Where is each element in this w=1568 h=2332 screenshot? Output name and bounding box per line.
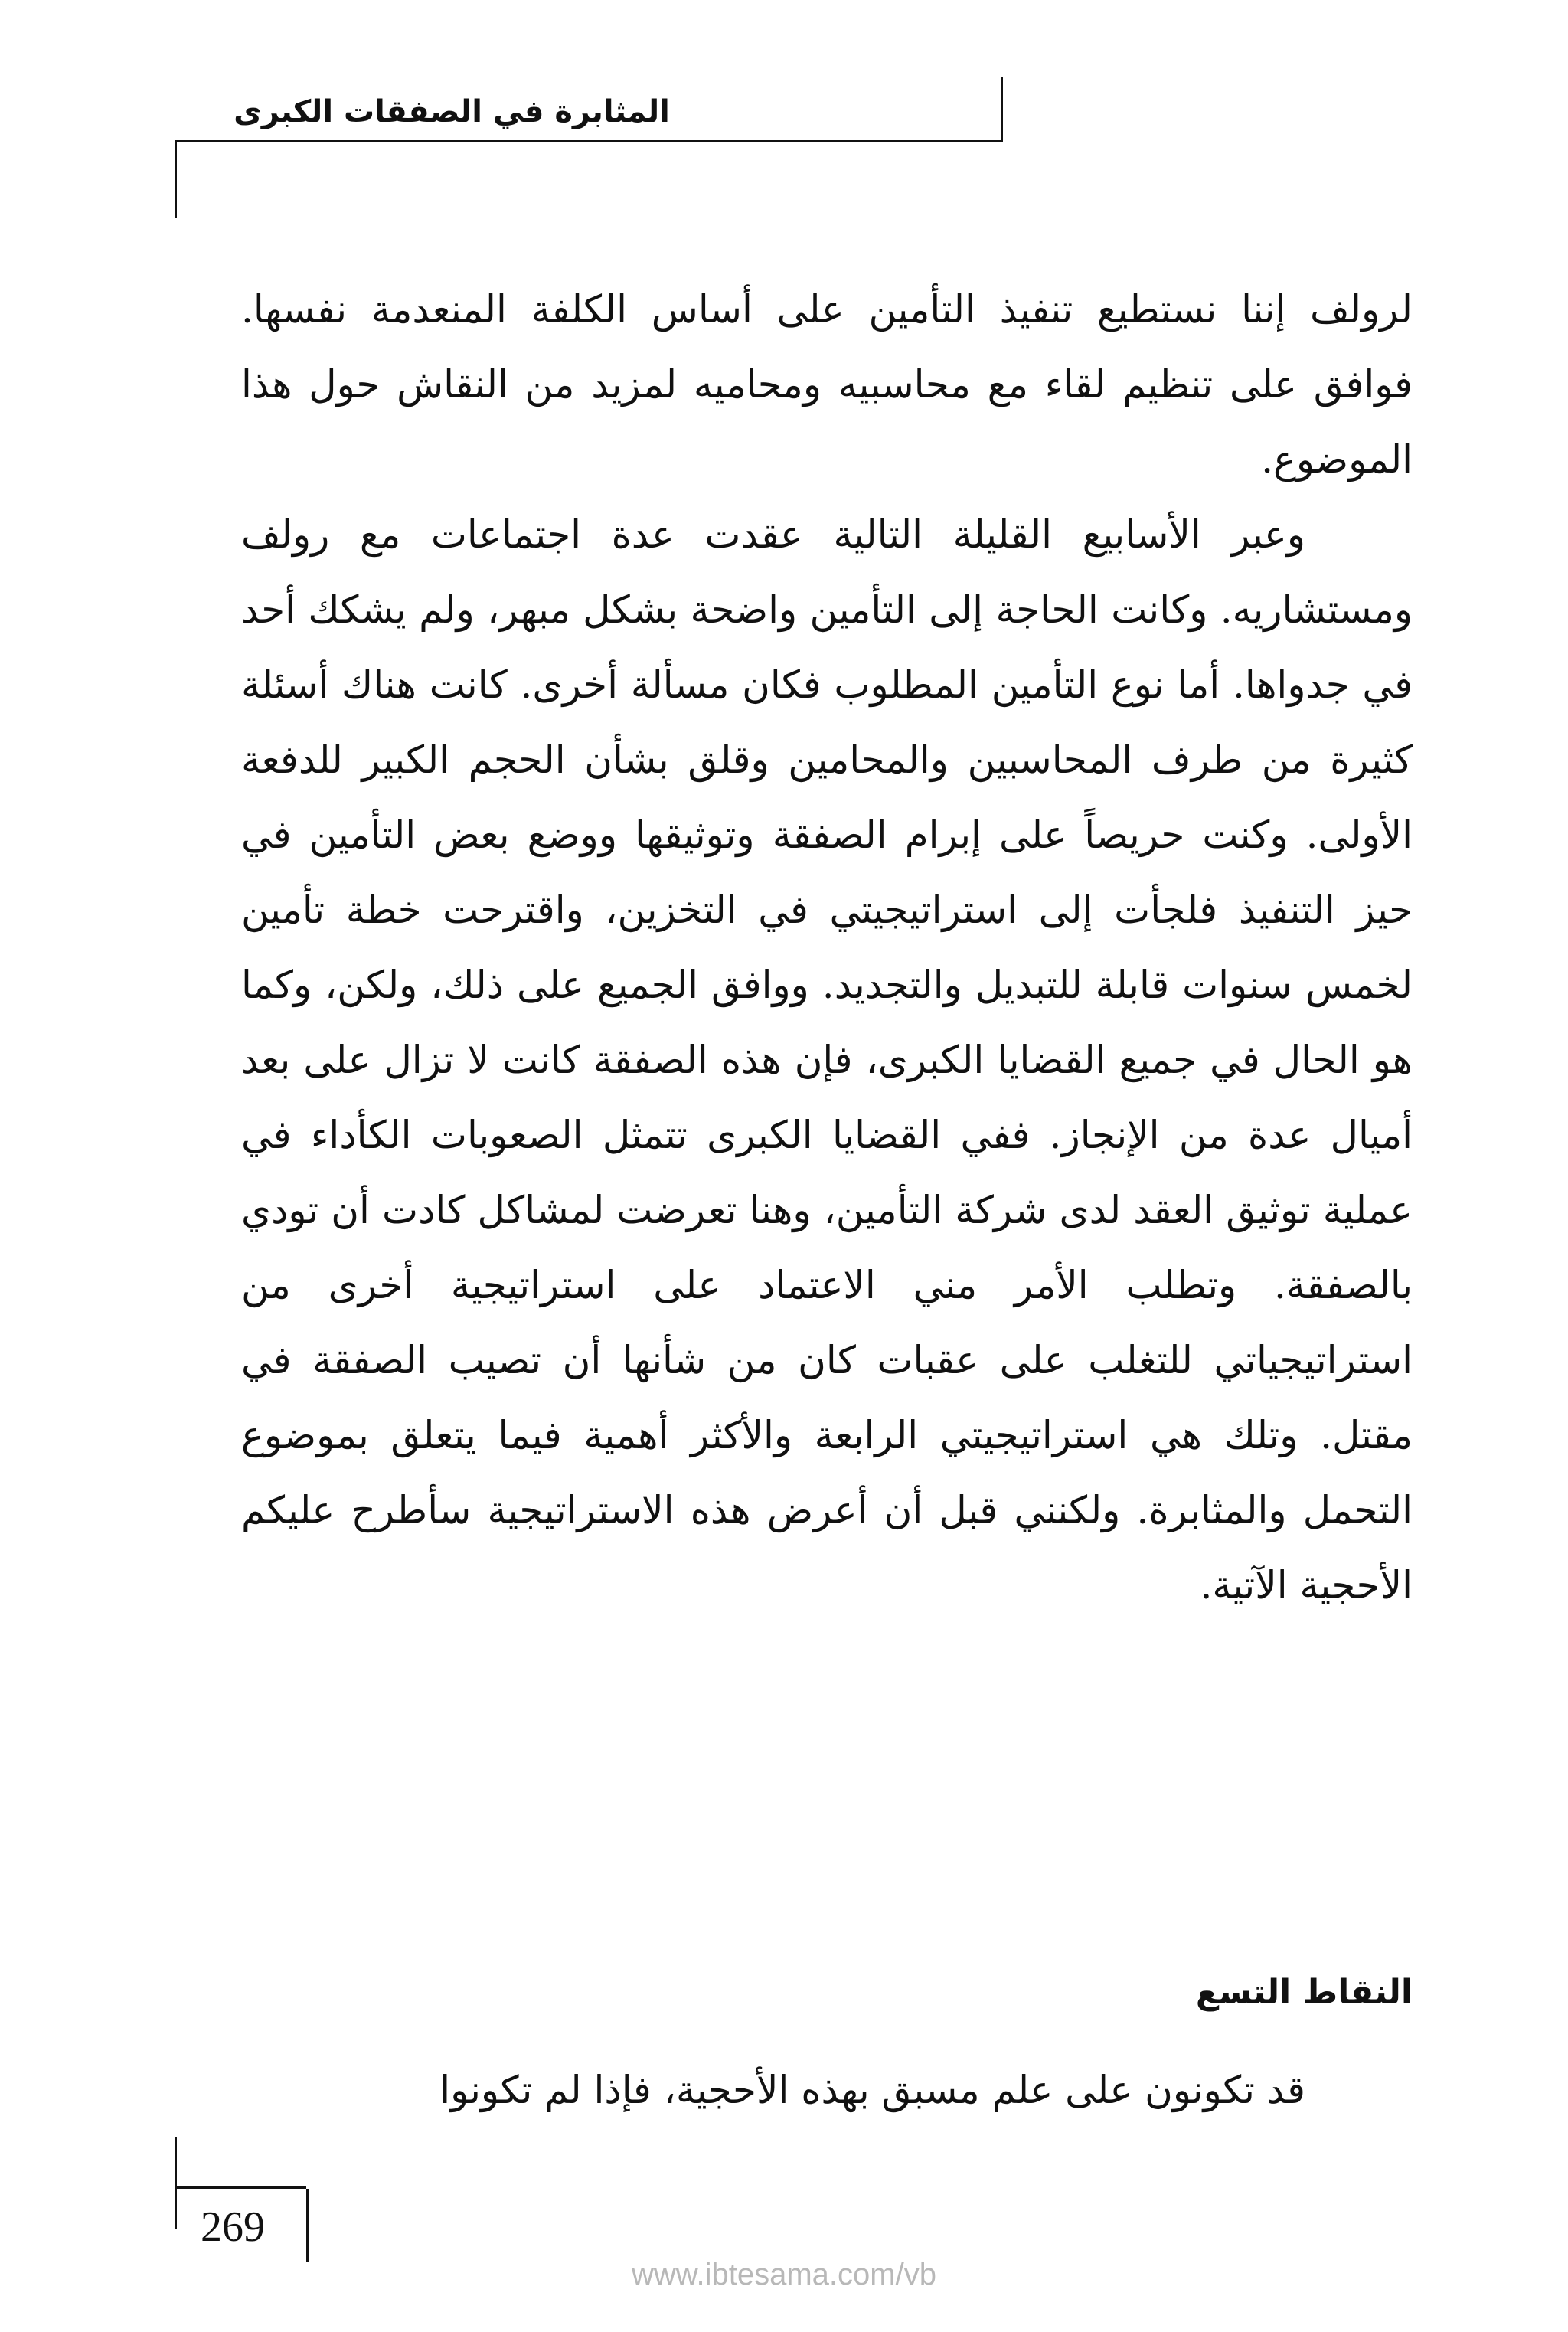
footer-rule-right	[306, 2189, 309, 2262]
header-rule-right	[1001, 77, 1003, 142]
paragraph: لرولف إننا نستطيع تنفيذ التأمين على أساس الكلفة المنعدمة نفسها. فوافق على تنظيم لقاء مع محاسبيه ومحاميه لمزيد من النقاش حول هذا الموضوع.	[241, 287, 1413, 482]
section-heading: النقاط التسع	[1195, 1973, 1413, 2012]
watermark-link[interactable]: www.ibtesama.com/vb	[632, 2258, 936, 2291]
footer-rule-left	[175, 2137, 177, 2229]
paragraph: وعبر الأسابيع القليلة التالية عقدت عدة اجتماعات مع رولف ومستشاريه. وكانت الحاجة إلى التأمين واضحة بشكل مبهر، ولم يشكك أحد في جدواها. أما نوع التأمين المطلوب فكان مسألة أخرى. كانت هناك أسئلة كثيرة من طرف المحاسبين والمحامين وقلق بشأن الحجم الكبير للدفعة الأولى. وكنت حريصاً على إبرام الصفقة وتوثيقها ووضع بعض التأمين في حيز التنفيذ فلجأت إلى استراتيجيتي في التخزين، واقترحت خطة تأمين لخمس سنوات قابلة للتبديل والتجديد. ووافق الجميع على ذلك، ولكن، وكما هو الحال في جميع القضايا الكبرى، فإن هذه الصفقة كانت لا تزال على بعد أميال عدة من الإنجاز. ففي القضايا الكبرى تتمثل الصعوبات الكأداء في عملية توثيق العقد لدى شركة التأمين، وهنا تعرضت لمشاكل كادت أن تودي بالصفقة. وتطلب الأمر مني الاعتماد على استراتيجية أخرى من استراتيجياتي للتغلب على عقبات كان من شأنها أن تصيب الصفقة في مقتل. وتلك هي استراتيجيتي الرابعة والأكثر أهمية فيما يتعلق بموضوع التحمل والمثابرة. ولكنني قبل أن أعرض هذه الاستراتيجية سأطرح عليكم الأحجية الآتية.	[241, 512, 1413, 1608]
footer-rule	[175, 2186, 306, 2189]
header-rule-left	[175, 140, 177, 218]
page-number: 269	[201, 2203, 265, 2251]
header-title: المثابرة في الصفقات الكبرى	[234, 94, 670, 129]
header-rule	[175, 140, 1003, 142]
body-text	[241, 272, 1413, 1623]
section-text: قد تكونون على علم مسبق بهذه الأحجية، فإذا لم تكونوا	[439, 2068, 1305, 2112]
